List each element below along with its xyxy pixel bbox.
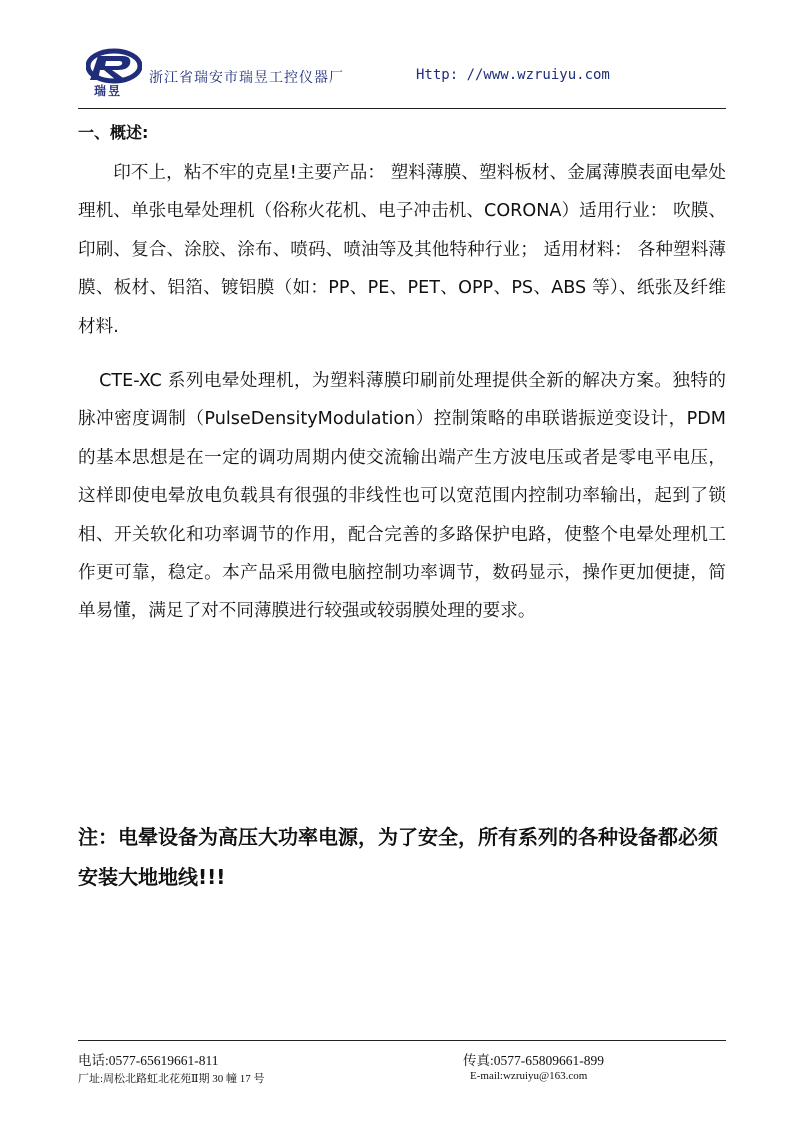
safety-note: 注：电晕设备为高压大功率电源，为了安全，所有系列的各种设备都必须安装大地地线!!! [78,825,718,889]
overview-paragraph-1: 印不上，粘不牢的克星!主要产品： 塑料薄膜、塑料板材、金属薄膜表面电晕处理机、单张电晕处理机（俗称火花机、电子冲击机、CORONA）适用行业： 吹膜、印刷、复合、涂胶、涂布、喷码、喷油等及其他特种行业； 适用材料： 各种塑料薄膜、板材、铝箔、镀铝膜（如：PP、PE、PET、OPP、PS、ABS 等）、纸张及纤维材料. [78,163,726,337]
section-heading: 一、概述: [78,123,149,142]
footer-address: 厂址:周松北路虹北花苑Ⅱ期 30 幢 17 号 [78,1073,265,1085]
footer-phone: 电话:0577-65619661-811 [78,1053,219,1068]
footer-email[interactable]: E-mail:wzruiyu@163.com [470,1070,588,1082]
footer-divider [78,1040,726,1041]
overview-paragraph-2: CTE-XC 系列电晕处理机，为塑料薄膜印刷前处理提供全新的解决方案。独特的脉冲密度调制（PulseDensityModulation）控制策略的串联谐振逆变设计，PDM 的基本思想是在一定的调功周期内使交流输出端产生方波电压或者是零电平电压，这样即使电晕放电负载具有很强的非线性也可以宽范围内控制功率输出，起到了锁相、开关软化和功率调节的作用，配合完善的多路保护电路，使整个电晕处理机工作更可靠，稳定。本产品采用微电脑控制功率调节，数码显示，操作更加便捷，简单易懂，满足了对不同薄膜进行较强或较弱膜处理的要求。 [78,371,726,622]
page-header [78,30,726,110]
footer-fax: 传真:0577-65809661-899 [463,1053,604,1068]
website-url[interactable]: Http: //www.wzruiyu.com [416,67,610,83]
logo-text: 瑞昱 [94,84,123,98]
header-divider [78,108,726,109]
company-name: 浙江省瑞安市瑞昱工控仪器厂 [149,70,344,86]
